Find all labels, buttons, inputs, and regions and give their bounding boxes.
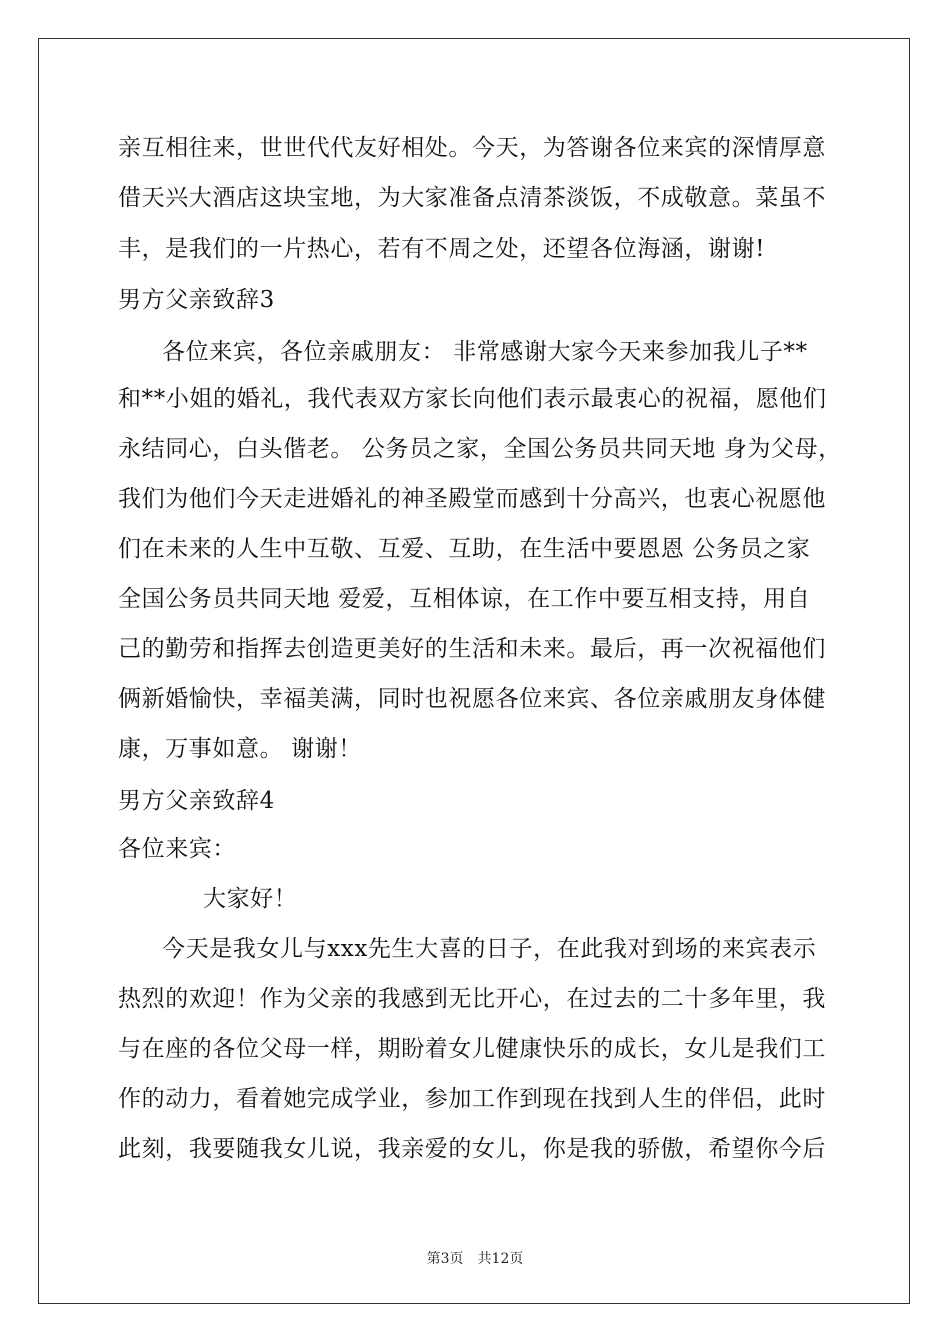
text-line: 与在座的各位父母一样，期盼着女儿健康快乐的成长，女儿是我们工 [118, 1036, 826, 1062]
section-heading: 男方父亲致辞3 [118, 287, 275, 313]
text-line: 热烈的欢迎！作为父亲的我感到无比开心，在过去的二十多年里，我 [118, 986, 826, 1012]
text-line: 和**小姐的婚礼，我代表双方家长向他们表示最衷心的祝福，愿他们 [118, 386, 827, 412]
text-line: 我们为他们今天走进婚礼的神圣殿堂而感到十分高兴，也衷心祝愿他 [118, 486, 826, 512]
text-line: 全国公务员共同天地 爱爱，互相体谅，在工作中要互相支持，用自 [118, 586, 811, 612]
salutation: 各位来宾： [118, 836, 236, 862]
page-number: 第3页 [426, 1251, 464, 1267]
text-line: 己的勤劳和指挥去创造更美好的生活和未来。最后，再一次祝福他们 [118, 636, 826, 662]
text-line: 今天是我女儿与xxx先生大喜的日子，在此我对到场的来宾表示 [162, 936, 817, 962]
section-heading: 男方父亲致辞4 [118, 788, 275, 814]
text-line: 作的动力，看着她完成学业，参加工作到现在找到人生的伴侣，此时 [118, 1086, 826, 1112]
text-line: 亲互相往来，世世代代友好相处。今天，为答谢各位来宾的深情厚意 [118, 135, 826, 161]
text-line: 此刻，我要随我女儿说，我亲爱的女儿，你是我的骄傲，希望你今后 [118, 1136, 826, 1162]
text-line: 借天兴大酒店这块宝地，为大家准备点清茶淡饭，不成敬意。菜虽不 [118, 185, 826, 211]
text-line: 丰，是我们的一片热心，若有不周之处，还望各位海涵，谢谢! [118, 236, 766, 262]
greeting: 大家好！ [203, 886, 298, 912]
text-line: 康，万事如意。 谢谢！ [118, 736, 362, 762]
text-line: 各位来宾，各位亲戚朋友： 非常感谢大家今天来参加我儿子** [162, 339, 808, 365]
text-line: 永结同心，白头偕老。 公务员之家，全国公务员共同天地 身为父母， [118, 436, 842, 462]
page-border [38, 38, 910, 1304]
text-line: 俩新婚愉快，幸福美满，同时也祝愿各位来宾、各位亲戚朋友身体健 [118, 686, 826, 712]
page-total: 共12页 [477, 1251, 524, 1267]
page-footer [0, 1248, 950, 1268]
text-line: 们在未来的人生中互敬、互爱、互助，在生活中要恩恩 公务员之家 [118, 536, 811, 562]
